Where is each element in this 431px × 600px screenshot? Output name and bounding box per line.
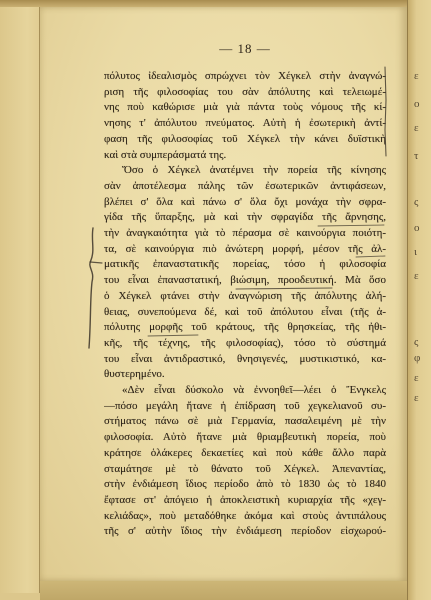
text-line: φαση τῆς φιλοσοφίας τοῦ Χέγκελ τὴν κάνει δυϊστικὴ bbox=[104, 132, 386, 145]
text-line: του εἶναι ἐπαναστατική, βιώσιμη, προοδευτική. Μὰ ὅσο bbox=[104, 274, 386, 287]
text-line: Ὅσο ὁ Χέγκελ ἀνατέμνει τὴν πορεία τῆς κίνησης bbox=[122, 164, 386, 177]
adjacent-page-fragment: ε bbox=[414, 392, 419, 404]
text-line: θειας, συνεπούμενα δέ, καὶ τοῦ ἀπόλυτου εἶναι (τῆς ἀ- bbox=[104, 305, 386, 318]
adjacent-page-fragment: ε bbox=[414, 270, 419, 282]
adjacent-page-fragment: ς bbox=[414, 196, 419, 208]
text-line: νης ποὺ καθώρισε μιὰ γιὰ πάντα τοὺς νόμους τῆς κί- bbox=[104, 101, 386, 114]
text-line: ἔφτασε στ' ἀπόγειο ἡ ἀποκλειστικὴ κυριαρχία τῆς «χεγ- bbox=[104, 493, 386, 506]
text-line: πόλυτης μορφῆς τοῦ κράτους, τῆς θρησκείας, τῆς ἠθι- bbox=[104, 321, 386, 334]
text-line: τα, σὲ καινούργια πιὸ ἀνώτερη μορφή, μέσον τῆς ἀλ- bbox=[104, 242, 386, 255]
adjacent-page-edge bbox=[407, 0, 431, 600]
adjacent-page-fragment: ι bbox=[414, 246, 417, 258]
text-line: γίδα τῆς ὕπαρξης, μὰ καὶ τὴν σφραγίδα τῆς ἄρνησης, bbox=[104, 211, 386, 224]
text-line: σὰν ἀποτέλεσμα πάλης τῶν ἐσωτερικῶν ἀντιφάσεων, bbox=[104, 179, 386, 192]
adjacent-page-fragment: ο bbox=[414, 98, 420, 110]
text-line: τὴν ἀναγκαιότητα γιὰ τὸ πέρασμα σὲ καινούργια ποιότη- bbox=[104, 227, 386, 239]
text-line: κράτησε ὁλάκερες δεκαετίες καὶ ποὺ κάθε ἄλλο παρὰ bbox=[104, 446, 386, 459]
text-line: —πόσο μεγάλη ἤτανε ἡ ἐπίδραση τοῦ χεγκελιανοῦ συ- bbox=[104, 399, 386, 412]
text-line: ὁ Χέγκελ φτάνει στὴν ἀναγνώριση τῆς ἀπόλυτης ἀλή- bbox=[104, 289, 386, 302]
adjacent-page-fragment: ο bbox=[414, 222, 420, 234]
text-line: του εἶναι ἀντιδραστικό, θνησιγενές, μυστικιστικό, κα- bbox=[104, 352, 386, 365]
text-line: κῆς, τῆς τέχνης, τῆς φιλοσοφίας), τόσο τὸ σύστημά bbox=[104, 336, 386, 349]
left-page-edge bbox=[0, 7, 40, 593]
text-line: πόλυτος ἰδεαλισμὸς σπρώχνει τὸν Χέγκελ στὴν ἀναγνώ- bbox=[104, 70, 386, 82]
body-text bbox=[104, 69, 386, 541]
adjacent-page-fragment: ε bbox=[414, 122, 419, 134]
text-line: βλέπει σ' ὅλα καὶ πάνω σ' ὅλα ὄχι μονάχα τὴν σφρα- bbox=[104, 195, 386, 208]
text-line: ριση τῆς φιλοσοφίας του σὰν ἀπόλυτης καὶ τελειωμέ- bbox=[104, 85, 386, 98]
text-line: νησης τ' ἀπόλυτου πνεύματος. Αὐτὴ ἡ ἐσωτερικὴ ἀντί- bbox=[104, 117, 386, 130]
adjacent-page-fragment: ε bbox=[414, 372, 419, 384]
text-line: φιλοσοφία. Αὐτὸ ἤτανε μιὰ θριαμβευτικὴ πορεία, ποὺ bbox=[104, 431, 386, 444]
text-line: τῆς σ' αὐτὴν ἴδιος τὴν ἐνδιάμεση περίοδον εἰσχωρού- bbox=[104, 525, 386, 538]
page-number: — 18 — bbox=[219, 41, 271, 56]
text-line: θυστερημένο. bbox=[104, 368, 165, 381]
adjacent-page-fragment: ς bbox=[414, 336, 419, 348]
text-line: καὶ στὰ συμπεράσματά της. bbox=[104, 148, 227, 161]
bottom-edge-shadow bbox=[40, 581, 407, 600]
adjacent-page-fragment: φ bbox=[414, 352, 421, 364]
adjacent-page-fragment: ε bbox=[414, 70, 419, 82]
top-edge-shadow bbox=[0, 0, 431, 7]
text-line: στὴν ἐνδιάμεση ἴδιος περίοδο ἀπὸ τὸ 1830 ὡς τὸ 1840 bbox=[104, 478, 386, 491]
adjacent-page-fragment: τ bbox=[414, 150, 419, 162]
text-line: κελιάδας», ποὺ μεταδόθηκε ἀκόμα καὶ στοὺς ἀντιπάλους bbox=[104, 509, 386, 522]
text-line: στήματος πάνω σὲ μιὰ Γερμανία, πασαλειμένη μὲ τὴν bbox=[104, 415, 386, 428]
text-line: σταμάτησε μὲ τὸ θάνατο τοῦ Χέγκελ. Ἀπεναντίας, bbox=[104, 462, 386, 475]
text-line: «Δὲν εἶναι δύσκολο νὰ ἐννοηθεῖ—λέει ὁ Ἔνγκελς bbox=[122, 384, 386, 396]
text-line: ματικῆς ἐπαναστατικῆς πορείας, τόσο ἡ φιλοσοφία bbox=[104, 258, 386, 271]
